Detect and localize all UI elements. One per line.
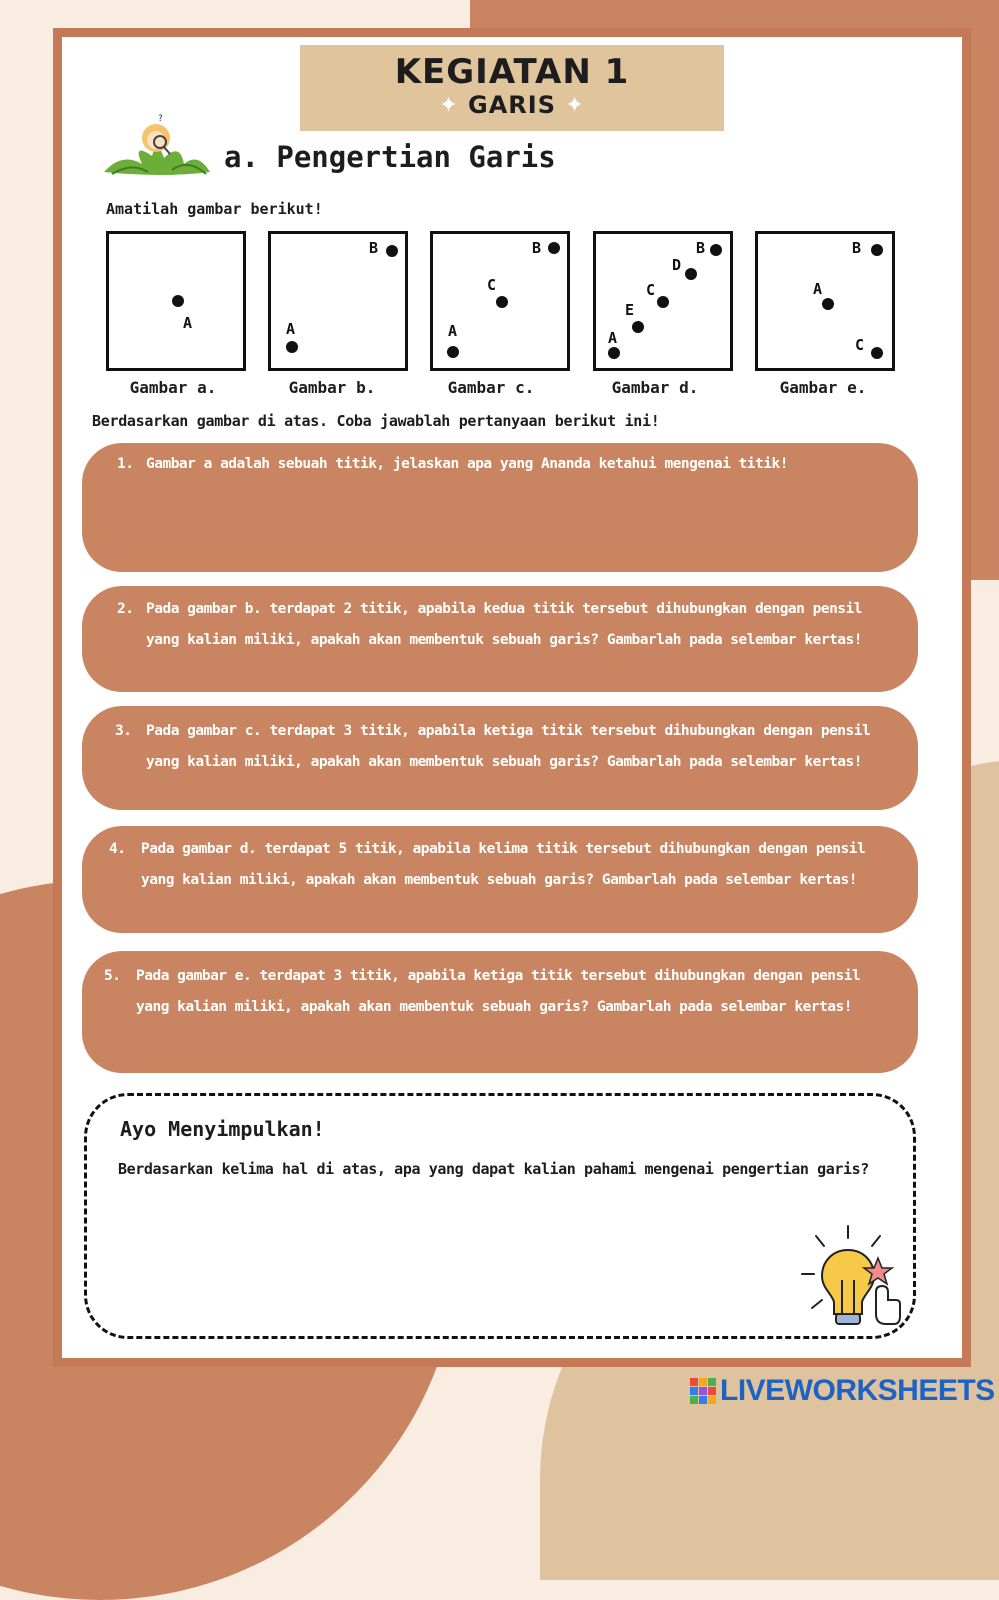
figure-caption: Gambar c. — [447, 378, 535, 397]
question-card-5[interactable] — [82, 951, 918, 1073]
point-label: A — [448, 322, 458, 340]
point-dot — [871, 244, 883, 256]
point-label: B — [852, 239, 862, 257]
question-text-line: Gambar a adalah sebuah titik, jelaskan apa yang Ananda ketahui mengenai titik! — [146, 456, 788, 472]
conclusion-question: Berdasarkan kelima hal di atas, apa yang dapat kalian pahami mengenai pengertian garis? — [118, 1160, 869, 1178]
point-dot — [447, 346, 459, 358]
question-text-line: Pada gambar e. terdapat 3 titik, apabila ketiga titik tersebut dihubungkan dengan pensil — [136, 968, 861, 984]
question-number: 2. — [117, 601, 134, 617]
sparkle-icon: ✦ — [565, 93, 585, 118]
liveworksheets-logo[interactable] — [690, 1374, 995, 1408]
point-dot — [496, 296, 508, 308]
point-label: A — [183, 314, 193, 332]
lightbulb-idea-icon — [796, 1222, 906, 1332]
point-label: C — [646, 281, 656, 299]
point-dot — [685, 268, 697, 280]
figure-caption: Gambar d. — [611, 378, 699, 397]
figure-caption: Gambar a. — [129, 378, 217, 397]
point-dot — [608, 347, 620, 359]
conclusion-title: Ayo Menyimpulkan! — [120, 1117, 325, 1141]
questions-lead-text: Berdasarkan gambar di atas. Coba jawablah pertanyaan berikut ini! — [92, 412, 660, 430]
svg-text:?: ? — [158, 114, 163, 124]
detective-girl-illustration — [102, 112, 212, 184]
point-label: B — [369, 239, 379, 257]
figure-box-e — [755, 231, 895, 371]
figure-caption: Gambar e. — [779, 378, 867, 397]
point-dot — [632, 321, 644, 333]
liveworksheets-icon — [690, 1378, 716, 1404]
point-label: A — [286, 320, 296, 338]
section-title: a. Pengertian Garis — [224, 140, 556, 174]
point-dot — [822, 298, 834, 310]
figure-box-a — [106, 231, 246, 371]
point-dot — [286, 341, 298, 353]
point-label: A — [608, 329, 618, 347]
question-card-3[interactable] — [82, 706, 918, 810]
point-label: D — [672, 256, 682, 274]
point-dot — [548, 242, 560, 254]
point-dot — [871, 347, 883, 359]
question-number: 4. — [109, 841, 126, 857]
title-banner — [300, 45, 724, 131]
point-label: B — [696, 239, 706, 257]
point-label: A — [813, 280, 823, 298]
figure-caption: Gambar b. — [288, 378, 376, 397]
question-card-2[interactable] — [82, 586, 918, 692]
question-number: 5. — [104, 968, 121, 984]
question-text-line: Pada gambar d. terdapat 5 titik, apabila kelima titik tersebut dihubungkan dengan pensil — [141, 841, 866, 857]
question-text-line: Pada gambar b. terdapat 2 titik, apabila kedua titik tersebut dihubungkan dengan pensil — [146, 601, 862, 617]
sparkle-icon: ✦ — [439, 93, 459, 118]
instruction-text: Amatilah gambar berikut! — [106, 200, 323, 218]
point-label: C — [487, 276, 497, 294]
point-dot — [710, 244, 722, 256]
question-text-line: Pada gambar c. terdapat 3 titik, apabila ketiga titik tersebut dihubungkan dengan pensil — [146, 723, 871, 739]
question-text-line: yang kalian miliki, apakah akan membentuk sebuah garis? Gambarlah pada selembar kertas! — [136, 999, 852, 1015]
question-number: 1. — [117, 456, 134, 472]
question-card-1[interactable] — [82, 443, 918, 572]
point-label: E — [625, 301, 635, 319]
subtitle-text: GARIS — [468, 91, 556, 119]
figure-box-b — [268, 231, 408, 371]
point-dot — [172, 295, 184, 307]
point-dot — [386, 245, 398, 257]
activity-subtitle — [300, 91, 724, 120]
activity-title: KEGIATAN 1 — [394, 52, 630, 92]
question-card-4[interactable] — [82, 826, 918, 933]
question-text-line: yang kalian miliki, apakah akan membentuk sebuah garis? Gambarlah pada selembar kertas! — [146, 632, 862, 648]
point-label: B — [532, 239, 542, 257]
question-number: 3. — [115, 723, 132, 739]
figure-box-d — [593, 231, 733, 371]
point-label: C — [855, 336, 865, 354]
question-text-line: yang kalian miliki, apakah akan membentuk sebuah garis? Gambarlah pada selembar kertas! — [141, 872, 857, 888]
question-text-line: yang kalian miliki, apakah akan membentuk sebuah garis? Gambarlah pada selembar kertas! — [146, 754, 862, 770]
figure-box-c — [430, 231, 570, 371]
brand-name: LIVEWORKSHEETS — [720, 1374, 995, 1407]
point-dot — [657, 296, 669, 308]
